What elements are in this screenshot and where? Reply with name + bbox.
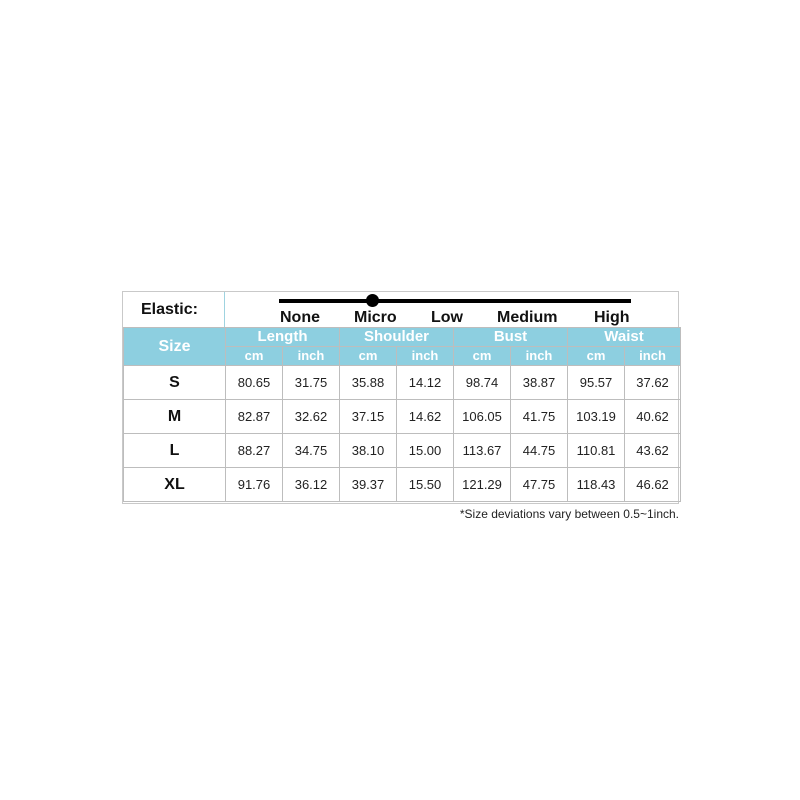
elastic-selected-marker	[366, 294, 379, 307]
table-cell: 37.15	[340, 400, 397, 434]
table-cell: 103.19	[568, 400, 625, 434]
table-cell: 80.65	[226, 366, 283, 400]
table-cell: 35.88	[340, 366, 397, 400]
table-cell: 39.37	[340, 468, 397, 502]
unit-header-inch: inch	[397, 347, 454, 366]
table-cell: 118.43	[568, 468, 625, 502]
group-header-shoulder: Shoulder	[340, 328, 454, 347]
table-cell: 34.75	[283, 434, 340, 468]
table-cell: 14.62	[397, 400, 454, 434]
unit-header-inch: inch	[511, 347, 568, 366]
elastic-level-none: None	[280, 309, 320, 326]
table-cell: 98.74	[454, 366, 511, 400]
elastic-level-medium: Medium	[497, 309, 558, 326]
table-cell: 36.12	[283, 468, 340, 502]
elastic-row	[123, 292, 678, 327]
table-cell: 38.10	[340, 434, 397, 468]
size-label: XL	[124, 468, 226, 502]
table-cell: 43.62	[625, 434, 681, 468]
table-cell: 41.75	[511, 400, 568, 434]
unit-header-inch: inch	[625, 347, 681, 366]
table-cell: 88.27	[226, 434, 283, 468]
group-header-waist: Waist	[568, 328, 681, 347]
group-header-length: Length	[226, 328, 340, 347]
size-label: S	[124, 366, 226, 400]
table-cell: 40.62	[625, 400, 681, 434]
table-cell: 31.75	[283, 366, 340, 400]
table-cell: 91.76	[226, 468, 283, 502]
size-deviation-note: *Size deviations vary between 0.5~1inch.	[459, 507, 679, 521]
unit-header-cm: cm	[454, 347, 511, 366]
size-label: L	[124, 434, 226, 468]
unit-header-inch: inch	[283, 347, 340, 366]
table-cell: 14.12	[397, 366, 454, 400]
table-cell: 110.81	[568, 434, 625, 468]
table-cell: 15.50	[397, 468, 454, 502]
size-column-header: Size	[124, 328, 226, 366]
group-header-bust: Bust	[454, 328, 568, 347]
elastic-label: Elastic:	[123, 292, 225, 327]
elastic-level-low: Low	[431, 309, 463, 326]
unit-header-cm: cm	[340, 347, 397, 366]
table-cell: 95.57	[568, 366, 625, 400]
table-cell: 37.62	[625, 366, 681, 400]
table-cell: 121.29	[454, 468, 511, 502]
table-row	[124, 468, 681, 502]
table-cell: 47.75	[511, 468, 568, 502]
unit-header-cm: cm	[568, 347, 625, 366]
elastic-level-high: High	[594, 309, 630, 326]
table-cell: 106.05	[454, 400, 511, 434]
size-label: M	[124, 400, 226, 434]
elastic-level-micro: Micro	[354, 309, 397, 326]
table-row	[124, 400, 681, 434]
table-cell: 82.87	[226, 400, 283, 434]
unit-header-cm: cm	[226, 347, 283, 366]
table-cell: 46.62	[625, 468, 681, 502]
size-chart	[122, 291, 679, 504]
table-cell: 44.75	[511, 434, 568, 468]
table-cell: 113.67	[454, 434, 511, 468]
table-cell: 32.62	[283, 400, 340, 434]
elastic-scale-line	[279, 299, 631, 303]
table-cell: 38.87	[511, 366, 568, 400]
size-table	[123, 327, 681, 502]
table-row	[124, 434, 681, 468]
table-row	[124, 366, 681, 400]
table-cell: 15.00	[397, 434, 454, 468]
